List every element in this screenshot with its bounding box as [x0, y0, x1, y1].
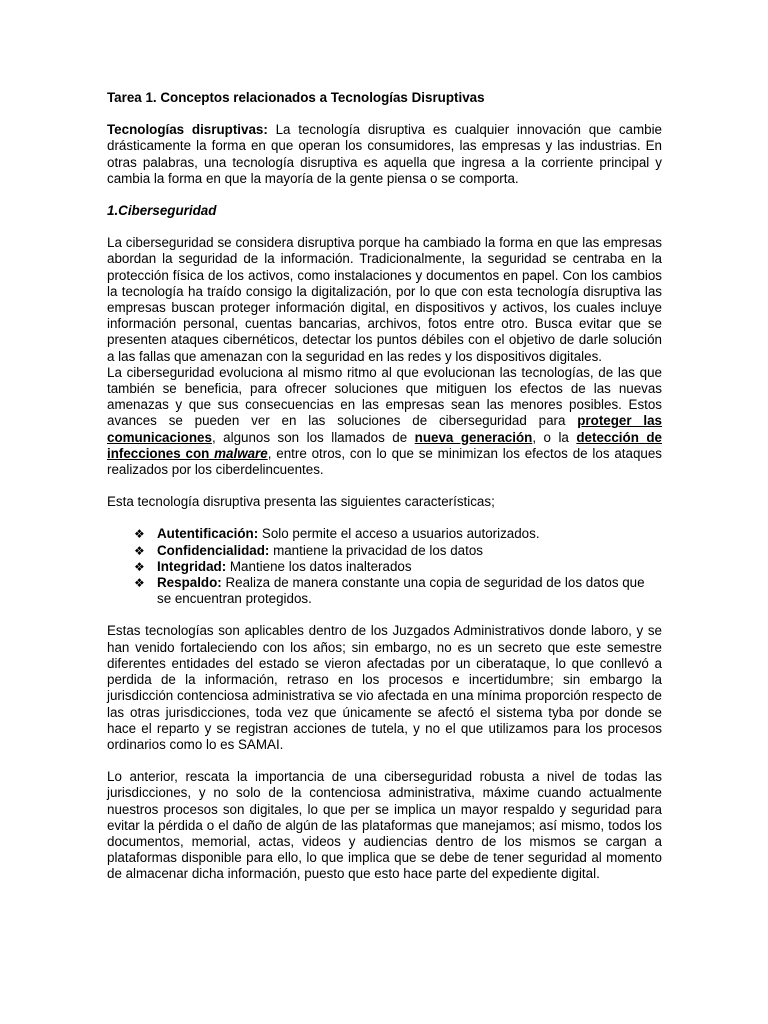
paragraph-4: Estas tecnologías son aplicables dentro de los Juzgados Administrativos donde laboro, y se han venido fortaleciendo con los años; sin embargo, no es un secreto que este semestre diferentes entidades del estado se vieron afectadas por un ciberataque, lo que conllevó a perdida de la información, retraso en los procesos e incertidumbre; sin embargo la jurisdicción contenciosa administrativa se vio afectada en una mínima proporción respecto de las otras jurisdicciones, toda vez que únicamente se afectó el sistema tyba por donde se hace el reparto y se registran acciones de tutela, y no el que utilizamos para los procesos ordinarios como lo es SAMAI. — [107, 623, 662, 752]
feature-text: Mantiene los datos inalterados — [226, 558, 412, 574]
diamond-bullet-icon: ❖ — [134, 576, 145, 591]
paragraph-2-text-1: La ciberseguridad evoluciona al mismo ritmo al que evolucionan las tecnologías, de las que también se beneficia, para ofrecer soluciones que mitiguen los efectos de las nuevas amenazas y que sus consecuencias en las empresas sean las menores posibles. Estos avances se pueden ver en las soluciones de ciberseguridad para — [107, 364, 662, 429]
feature-term: Confidencialidad: — [157, 542, 270, 558]
paragraph-2-text-4: , entre otros, con lo que se minimizan los efectos de los ataques realizados por los ciberdelincuentes. — [107, 445, 662, 478]
list-item — [107, 575, 662, 607]
paragraph-5: Lo anterior, rescata la importancia de una ciberseguridad robusta a nivel de todas las jurisdicciones, y no solo de la contenciosa administrativa, máxime cuando actualmente nuestros procesos son digitales, lo que per se implica un mayor respaldo y seguridad para evitar la pérdida o el daño de algún de las plataformas que manejamos; así mismo, todos los documentos, memorial, actas, videos y audiencias dentro de los mismos se cargan a plataformas disponible para ello, lo que implica que se debe de tener seguridad al momento de almacenar dicha información, puesto que esto hace parte del expediente digital. — [107, 769, 662, 882]
feature-text: Solo permite el acceso a usuarios autorizados. — [258, 526, 540, 542]
link-proteger-comunicaciones[interactable]: proteger las comunicaciones — [107, 413, 662, 445]
link-deteccion-text: detección de infecciones con — [107, 429, 662, 461]
paragraph-2-text-3: , o la — [532, 429, 577, 445]
list-item — [107, 543, 662, 559]
paragraph-2 — [107, 365, 662, 478]
paragraph-1: La ciberseguridad se considera disruptiva porque ha cambiado la forma en que las empresas abordan la seguridad de la información. Tradicionalmente, la seguridad se centraba en la protección física de los activos, como instalaciones y documentos en papel. Con los cambios la tecnología ha traído consigo la digitalización, por lo que con esta tecnología disruptiva las empresas buscan proteger información digital, en dispositivos y activos, los cuales incluye información personal, cuentas bancarias, archivos, fotos entre otro. Busca evitar que se presenten ataques cibernéticos, detectar los puntos débiles con el objetivo de darle solución a las fallas que amenazan con la seguridad en las redes y los dispositivos digitales. — [107, 235, 662, 364]
list-item — [107, 526, 662, 542]
document-page — [107, 90, 662, 883]
intro-text: La tecnología disruptiva es cualquier innovación que cambie drásticamente la forma en que operan los consumidores, las empresas y las industrias. En otras palabras, una tecnología disruptiva es aquella que ingresa a la corriente principal y cambia la forma en que la mayoría de la gente piensa o se comporta. — [107, 122, 662, 186]
list-item — [107, 559, 662, 575]
section-heading: 1.Ciberseguridad — [107, 203, 217, 219]
diamond-bullet-icon: ❖ — [134, 559, 145, 574]
feature-list — [107, 526, 662, 607]
feature-term: Integridad: — [157, 558, 227, 574]
feature-term: Respaldo: — [157, 575, 222, 591]
intro-term: Tecnologías disruptivas: — [107, 122, 268, 138]
feature-term: Autentificación: — [157, 526, 259, 542]
paragraph-3: Esta tecnología disruptiva presenta las siguientes características; — [107, 494, 495, 510]
feature-text: Realiza de manera constante una copia de seguridad de los datos que se encuentran protegidos. — [157, 575, 645, 607]
link-malware-text: malware — [214, 445, 268, 461]
diamond-bullet-icon: ❖ — [134, 527, 145, 542]
intro-paragraph — [107, 122, 662, 187]
feature-text: mantiene la privacidad de los datos — [269, 542, 483, 558]
page-title: Tarea 1. Conceptos relacionados a Tecnologías Disruptivas — [107, 90, 485, 105]
diamond-bullet-icon: ❖ — [134, 543, 145, 558]
paragraph-2-text-2: , algunos son los llamados de — [211, 429, 415, 445]
link-nueva-generacion[interactable]: nueva generación — [414, 429, 533, 445]
